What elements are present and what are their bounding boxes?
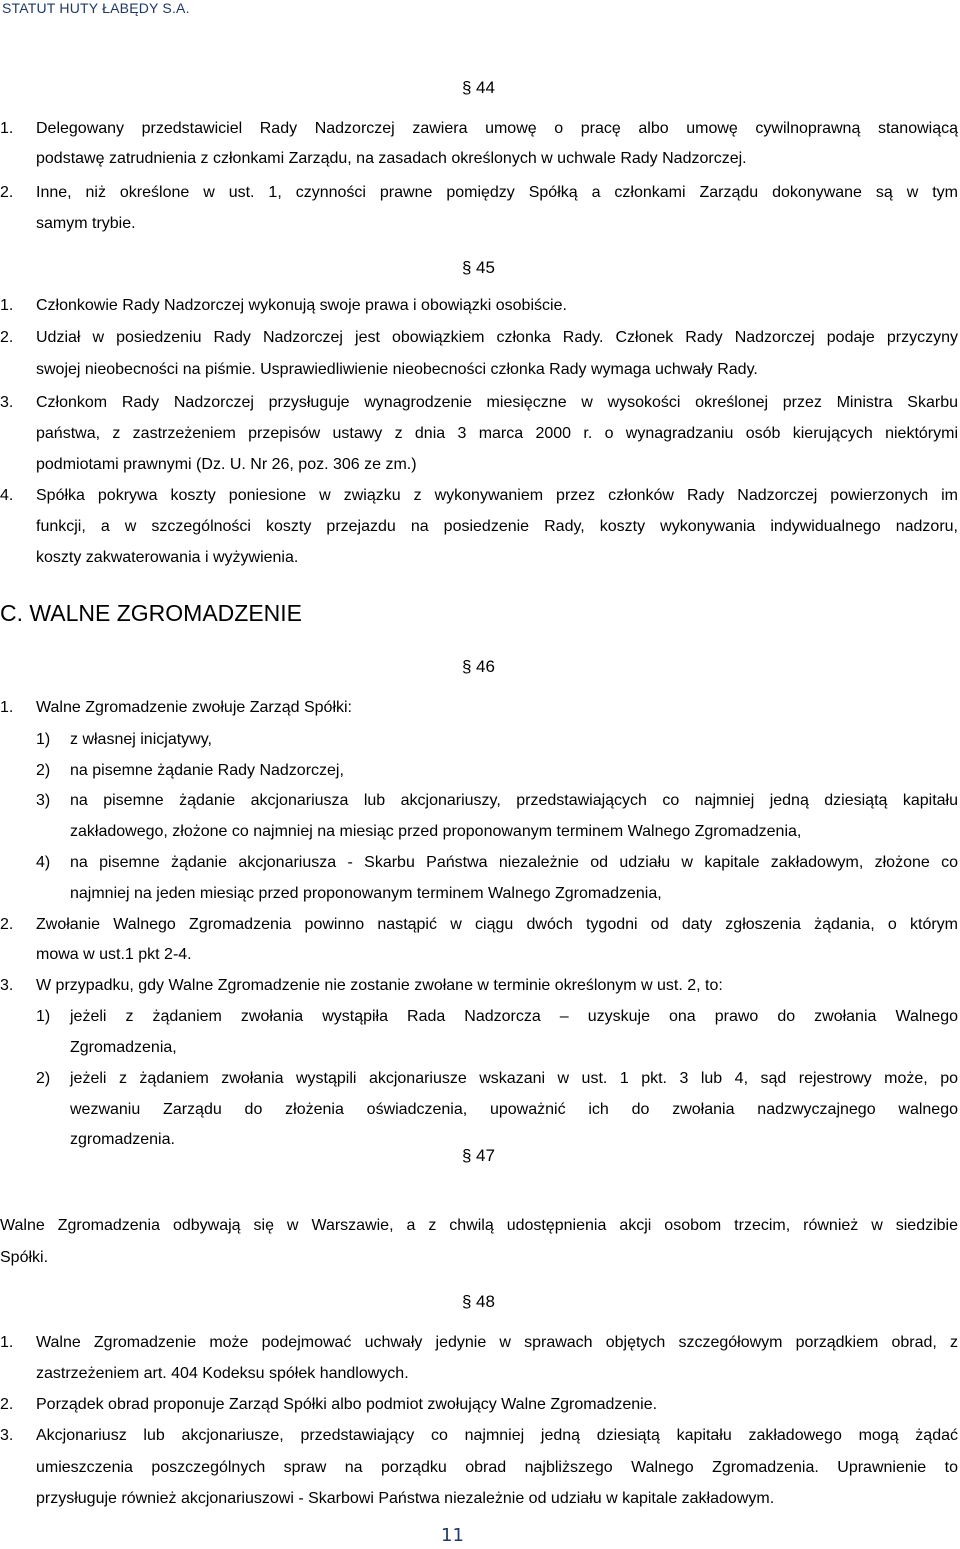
section-symbol: § (462, 657, 472, 676)
item-number: 2. (0, 184, 14, 201)
document-header: STATUT HUTY ŁABĘDY S.A. (2, 0, 190, 16)
item-text: Spółka pokrywa koszty poniesione w związku z wykonywaniem przez członków Rady Nadzorczej powierzonych im (36, 487, 958, 504)
item-number: 1. (0, 699, 14, 716)
section-45-heading (462, 258, 495, 278)
section-number: 45 (476, 258, 495, 277)
item-text: funkcji, a w szczególności koszty przejazdu na posiedzenie Rady, koszty wykonywania indywidualnego nadzoru, (36, 518, 958, 535)
item-text: państwa, z zastrzeżeniem przepisów ustawy z dnia 3 marca 2000 r. o wynagradzaniu osób kierujących niektórymi (36, 425, 958, 442)
item-number: 1. (0, 1334, 14, 1351)
sub-item-number: 1) (36, 731, 51, 748)
section-symbol: § (462, 258, 472, 277)
section-number: 44 (476, 78, 495, 97)
item-text: Delegowany przedstawiciel Rady Nadzorczej zawiera umowę o pracę albo umowę cywilnoprawną stanowiącą (36, 120, 958, 137)
section-48-heading (462, 1292, 495, 1312)
item-text: Porządek obrad proponuje Zarząd Spółki albo podmiot zwołujący Walne Zgromadzenie. (36, 1396, 658, 1413)
sub-item-number: 1) (36, 1008, 51, 1025)
item-number: 2. (0, 329, 14, 346)
sub-item-text: na pisemne żądanie akcjonariusza lub akcjonariuszy, przedstawiających co najmniej jedną dziesiątą kapitału (70, 792, 958, 809)
sub-item-number: 4) (36, 854, 51, 871)
section-46-heading (462, 657, 495, 677)
section-number: 46 (476, 657, 495, 676)
item-text: Akcjonariusz lub akcjonariusze, przedstawiający co najmniej jedną dziesiątą kapitału zakładowego mogą żądać (36, 1427, 958, 1444)
item-number: 3. (0, 977, 14, 994)
section-number: 47 (476, 1146, 495, 1165)
section-symbol: § (462, 78, 472, 97)
sub-item-text: z własnej inicjatywy, (70, 731, 212, 748)
page-number: 11 (441, 1525, 464, 1546)
sub-item-text: zgromadzenia. (70, 1131, 175, 1148)
item-number: 4. (0, 487, 14, 504)
item-text: koszty zakwaterowania i wyżywienia. (36, 549, 299, 566)
item-text: podmiotami prawnymi (Dz. U. Nr 26, poz. 306 ze zm.) (36, 456, 417, 473)
item-number: 3. (0, 1427, 14, 1444)
item-number: 3. (0, 394, 14, 411)
sub-item-text: na pisemne żądanie akcjonariusza - Skarbu Państwa niezależnie od udziału w kapitale zakładowym, złożone co (70, 854, 958, 871)
section-44-heading (462, 78, 495, 98)
item-text: mowa w ust.1 pkt 2-4. (36, 946, 192, 963)
item-number: 1. (0, 120, 14, 137)
item-text: Udział w posiedzeniu Rady Nadzorczej jest obowiązkiem członka Rady. Członek Rady Nadzorczej podaje przyczyny (36, 329, 958, 346)
item-text: Walne Zgromadzenie może podejmować uchwały jedynie w sprawach objętych szczegółowym porządkiem obrad, z (36, 1334, 958, 1351)
section-symbol: § (462, 1292, 472, 1311)
sub-item-text: najmniej na jeden miesiąc przed proponowanym terminem Walnego Zgromadzenia, (70, 885, 662, 902)
sub-item-text: jeżeli z żądaniem zwołania wystąpiła Rada Nadzorcza – uzyskuje ona prawo do zwołania Walnego (70, 1008, 958, 1025)
sub-item-text: jeżeli z żądaniem zwołania wystąpili akcjonariusze wskazani w ust. 1 pkt. 3 lub 4, sąd rejestrowy może, po (70, 1070, 958, 1087)
item-text: swojej nieobecności na piśmie. Usprawiedliwienie nieobecności członka Rady wymaga uchwały Rady. (36, 361, 758, 378)
item-text: samym trybie. (36, 215, 136, 232)
paragraph-text: Walne Zgromadzenia odbywają się w Warszawie, a z chwilą udostępnienia akcji osobom trzecim, również w siedzibie (0, 1217, 958, 1234)
section-symbol: § (462, 1146, 472, 1165)
item-text: Zwołanie Walnego Zgromadzenia powinno nastąpić w ciągu dwóch tygodni od daty zgłoszenia żądania, o którym (36, 916, 958, 933)
section-47-heading (462, 1146, 495, 1166)
sub-item-text: zakładowego, złożone co najmniej na miesiąc przed proponowanym terminem Walnego Zgromadzenia, (70, 823, 802, 840)
item-text: przysługuje również akcjonariuszowi - Skarbowi Państwa niezależnie od udziału w kapitale zakładowym. (36, 1490, 775, 1507)
item-text: umieszczenia poszczególnych spraw na porządku obrad najbliższego Walnego Zgromadzenia. Uprawnienie to (36, 1459, 958, 1476)
sub-item-number: 3) (36, 792, 51, 809)
item-text: zastrzeżeniem art. 404 Kodeksu spółek handlowych. (36, 1365, 409, 1382)
sub-item-text: na pisemne żądanie Rady Nadzorczej, (70, 762, 344, 779)
item-text: Członkom Rady Nadzorczej przysługuje wynagrodzenie miesięczne w wysokości określonej przez Ministra Skarbu (36, 394, 958, 411)
sub-item-text: Zgromadzenia, (70, 1039, 177, 1056)
item-text: W przypadku, gdy Walne Zgromadzenie nie zostanie zwołane w terminie określonym w ust. 2, to: (36, 977, 723, 994)
section-number: 48 (476, 1292, 495, 1311)
item-text: Walne Zgromadzenie zwołuje Zarząd Spółki: (36, 699, 352, 716)
item-text: podstawę zatrudnienia z członkami Zarządu, na zasadach określonych w uchwale Rady Nadzorczej. (36, 150, 747, 167)
item-number: 1. (0, 297, 14, 314)
paragraph-text: Spółki. (0, 1249, 49, 1266)
item-number: 2. (0, 1396, 14, 1413)
item-number: 2. (0, 916, 14, 933)
sub-item-text: wezwaniu Zarządu do złożenia oświadczenia, upoważnić ich do zwołania nadzwyczajnego walnego (70, 1101, 958, 1118)
item-text: Członkowie Rady Nadzorczej wykonują swoje prawa i obowiązki osobiście. (36, 297, 567, 314)
sub-item-number: 2) (36, 762, 51, 779)
item-text: Inne, niż określone w ust. 1, czynności prawne pomiędzy Spółką a członkami Zarządu dokonywane są w tym (36, 184, 958, 201)
sub-item-number: 2) (36, 1070, 51, 1087)
chapter-heading: C. WALNE ZGROMADZENIE (0, 600, 302, 626)
